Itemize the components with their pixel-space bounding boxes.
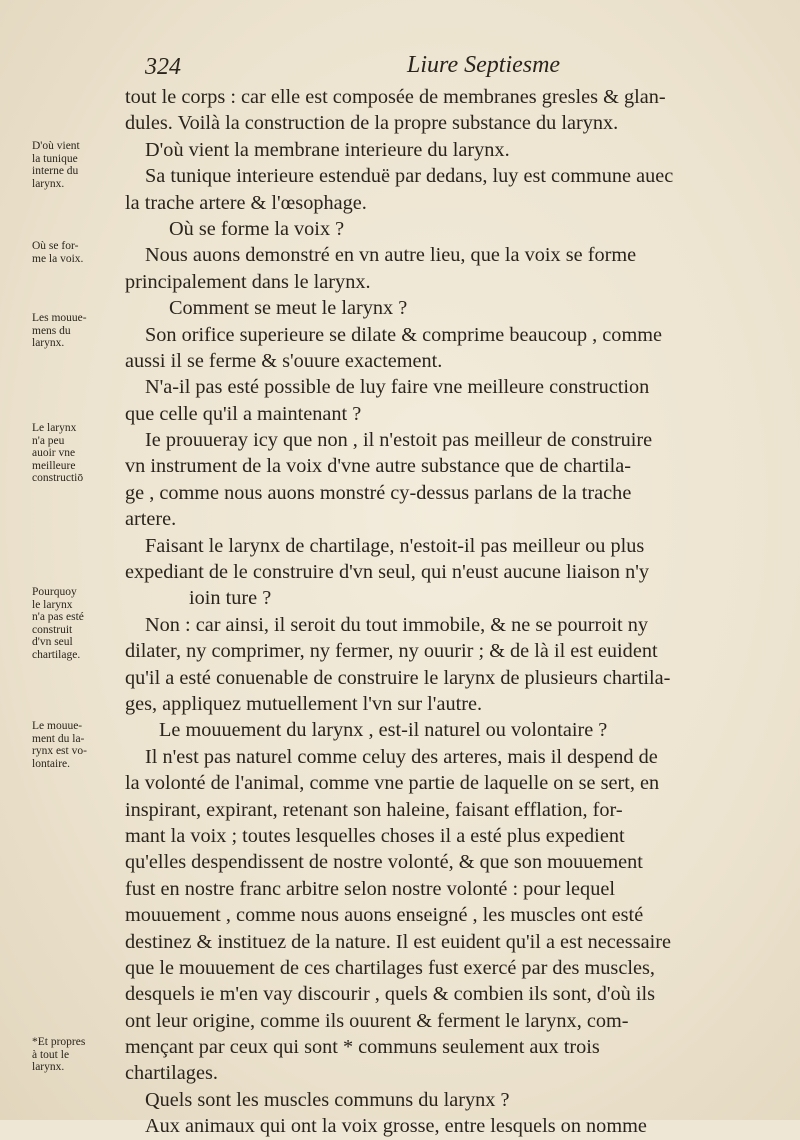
margin-note: Le mouue- ment du la- rynx est vo- lontaire. xyxy=(32,720,87,770)
text-line: dilater, ny comprimer, ny fermer, ny ouurir ; & de là il est euident xyxy=(125,640,658,663)
text-line: vn instrument de la voix d'vne autre substance que de chartila- xyxy=(125,455,632,478)
question-line: D'où vient la membrane interieure du larynx. xyxy=(145,138,510,161)
text-line: ges, appliquez mutuellement l'vn sur l'autre. xyxy=(125,692,483,715)
text-line: ont leur origine, comme ils ouurent & ferment le larynx, com- xyxy=(125,1009,629,1032)
text-line: qu'il a esté conuenable de construire le larynx de plusieurs chartila- xyxy=(125,666,671,689)
text-line: la trache artere & l'œsophage. xyxy=(125,191,367,214)
text-line: Il n'est pas naturel comme celuy des arteres, mais il despend de xyxy=(145,745,658,768)
margin-note: Les mouue- mens du larynx. xyxy=(32,312,87,349)
text-line: ioin ture ? xyxy=(189,587,272,610)
text-line: que celle qu'il a maintenant ? xyxy=(125,402,362,425)
running-head: Liure Septiesme xyxy=(407,52,561,78)
text-line: expediant de le construire d'vn seul, qui n'eust aucune liaison n'y xyxy=(125,561,650,584)
question-line: Le mouuement du larynx , est-il naturel ou volontaire ? xyxy=(159,719,608,742)
page-number: 324 xyxy=(145,54,181,80)
text-line: qu'elles despendissent de nostre volonté, & que son mouuement xyxy=(125,851,643,874)
text-line: Aux animaux qui ont la voix grosse, entre lesquels on nomme xyxy=(145,1115,647,1138)
text-line: Nous auons demonstré en vn autre lieu, que la voix se forme xyxy=(145,244,637,267)
text-line: desquels ie m'en vay discourir , quels & combien ils sont, d'où ils xyxy=(125,983,656,1006)
text-line: inspirant, expirant, retenant son haleine, faisant efflation, for- xyxy=(125,798,623,821)
text-line: Son orifice superieure se dilate & comprime beaucoup , comme xyxy=(145,323,662,346)
question-line: Faisant le larynx de chartilage, n'estoit-il pas meilleur ou plus xyxy=(145,534,645,557)
text-line: mençant par ceux qui sont * communs seulement aux trois xyxy=(125,1036,600,1059)
text-line: artere. xyxy=(125,508,177,531)
margin-note: Pourquoy le larynx n'a pas esté construit d'vn seul chartilage. xyxy=(32,586,84,661)
text-line: mouuement , comme nous auons enseigné , les muscles ont esté xyxy=(125,904,644,927)
text-line: Ie prouueray icy que non , il n'estoit pas meilleur de construire xyxy=(145,429,653,452)
margin-note: Où se for- me la voix. xyxy=(32,240,84,265)
margin-note: D'où vient la tunique interne du larynx. xyxy=(32,140,80,190)
text-line: chartilages. xyxy=(125,1062,218,1085)
text-line: ge , comme nous auons monstré cy-dessus parlans de la trache xyxy=(125,481,632,504)
text-line: la volonté de l'animal, comme vne partie de laquelle on se sert, en xyxy=(125,772,660,795)
question-line: Où se forme la voix ? xyxy=(169,217,345,240)
text-line: destinez & instituez de la nature. Il est euident qu'il a est necessaire xyxy=(125,930,671,953)
text-line: aussi il se ferme & s'ouure exactement. xyxy=(125,349,443,372)
question-line: Comment se meut le larynx ? xyxy=(169,297,408,320)
text-line: que le mouuement de ces chartilages fust exercé par des muscles, xyxy=(125,956,655,979)
text-line: dules. Voilà la construction de la propre substance du larynx. xyxy=(125,112,619,135)
text-line: fust en nostre franc arbitre selon nostre volonté : pour lequel xyxy=(125,877,615,900)
margin-note: *Et propres à tout le larynx. xyxy=(32,1036,86,1073)
main-text xyxy=(125,84,765,1140)
text-line: Sa tunique interieure estenduë par dedans, luy est commune auec xyxy=(145,165,674,188)
text-line: principalement dans le larynx. xyxy=(125,270,371,293)
question-line: N'a-il pas esté possible de luy faire vne meilleure construction xyxy=(145,376,650,399)
text-line: mant la voix ; toutes lesquelles choses il a esté plus expedient xyxy=(125,824,625,847)
text-line: tout le corps : car elle est composée de membranes gresles & glan- xyxy=(125,86,666,108)
question-line: Quels sont les muscles communs du larynx ? xyxy=(145,1088,510,1111)
margin-note: Le larynx n'a peu auoir vne meilleure constructiō xyxy=(32,422,84,484)
text-line: Non : car ainsi, il seroit du tout immobile, & ne se pourroit ny xyxy=(145,613,649,636)
